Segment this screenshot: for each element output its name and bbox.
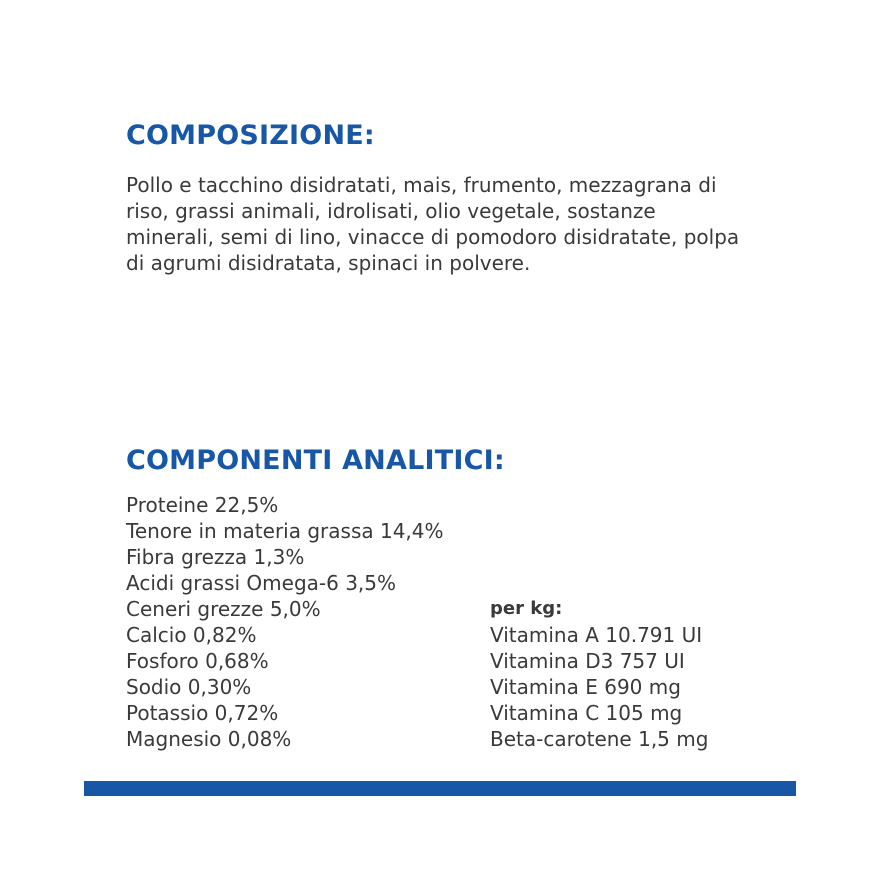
analytic-list bbox=[126, 492, 444, 752]
analytic-item-phosphorus: Fosforo 0,68% bbox=[126, 649, 269, 673]
bottom-accent-bar bbox=[84, 781, 796, 796]
analytic-item-fat: Tenore in materia grassa 14,4% bbox=[126, 519, 444, 543]
per-kg-item-vitamin-e: Vitamina E 690 mg bbox=[490, 675, 681, 699]
analytic-item-fiber: Fibra grezza 1,3% bbox=[126, 545, 305, 569]
analytic-item-sodium: Sodio 0,30% bbox=[126, 675, 252, 699]
per-kg-item-beta-carotene: Beta-carotene 1,5 mg bbox=[490, 727, 709, 751]
analytic-item-magnesium: Magnesio 0,08% bbox=[126, 727, 292, 751]
analytic-item-omega6: Acidi grassi Omega-6 3,5% bbox=[126, 571, 397, 595]
composition-heading: COMPOSIZIONE: bbox=[126, 120, 375, 151]
analytic-item-calcium: Calcio 0,82% bbox=[126, 623, 257, 647]
per-kg-item-vitamin-a: Vitamina A 10.791 UI bbox=[490, 623, 703, 647]
analytic-item-potassium: Potassio 0,72% bbox=[126, 701, 279, 725]
per-kg-item-vitamin-c: Vitamina C 105 mg bbox=[490, 701, 683, 725]
analytic-item-ash: Ceneri grezze 5,0% bbox=[126, 597, 321, 621]
per-kg-item-vitamin-d3: Vitamina D3 757 UI bbox=[490, 649, 685, 673]
analytic-heading: COMPONENTI ANALITICI: bbox=[126, 445, 505, 476]
analytic-item-protein: Proteine 22,5% bbox=[126, 493, 279, 517]
composition-text: Pollo e tacchino disidratati, mais, frumento, mezzagrana di riso, grassi animali, idrolisati, olio vegetale, sostanze minerali, semi di lino, vinacce di pomodoro disidratate, polpa di agrumi disidratata, spinaci in polvere. bbox=[126, 173, 740, 275]
per-kg-list bbox=[490, 596, 708, 752]
per-kg-heading: per kg: bbox=[490, 598, 563, 619]
